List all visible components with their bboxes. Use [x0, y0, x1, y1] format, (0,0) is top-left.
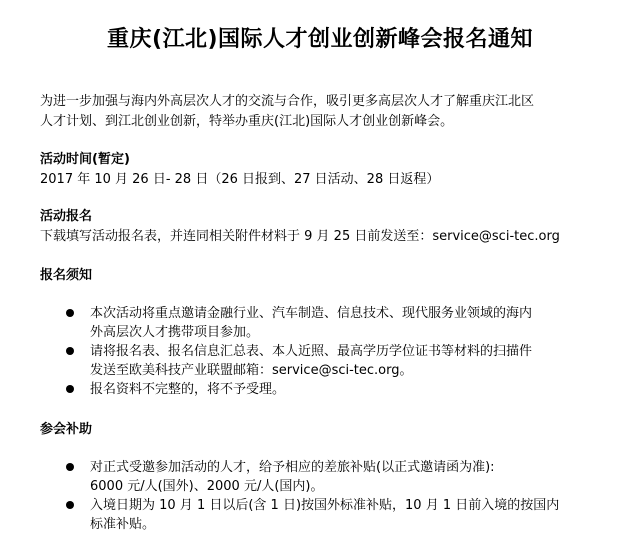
- notice-item-2-line-2: 发送至欧美科技产业联盟邮箱：service@sci-tec.org。: [90, 363, 413, 378]
- subsidy-list: [60, 458, 615, 534]
- notice-item-1-line-1: 本次活动将重点邀请金融行业、汽车制造、信息技术、现代服务业领域的海内: [90, 306, 533, 321]
- subsidy-item-2-line-1: 入境日期为 10 月 1 日以后(含 1 日)按国外标准补贴，10 月 1 日前入境的按国内: [90, 498, 560, 513]
- notice-item-3-line-1: 报名资料不完整的，将不予受理。: [90, 382, 286, 397]
- subsidy-item-1-line-1: 对正式受邀参加活动的人才，给予相应的差旅补贴(以正式邀请函为准):: [90, 460, 495, 475]
- subsidy-heading: 参会补助: [40, 422, 93, 437]
- signup-heading: 活动报名: [40, 209, 93, 224]
- bullet-icon: [66, 347, 74, 355]
- notice-item-1-line-2: 外高层次人才携带项目参加。: [90, 325, 260, 340]
- intro-line-1: 为进一步加强与海内外高层次人才的交流与合作，吸引更多高层次人才了解重庆江北区: [40, 94, 535, 109]
- notice-heading: 报名须知: [40, 268, 93, 283]
- time-text: 2017 年 10 月 26 日- 28 日（26 日报到、27 日活动、28 日返程）: [40, 172, 440, 187]
- signup-text: 下载填写活动报名表，并连同相关附件材料于 9 月 25 日前发送至：service@sci-tec.org: [40, 229, 560, 244]
- page-title: 重庆(江北)国际人才创业创新峰会报名通知: [106, 27, 534, 52]
- time-heading: 活动时间(暂定): [40, 152, 130, 167]
- bullet-icon: [66, 501, 74, 509]
- subsidy-item-2-line-2: 标准补贴。: [90, 517, 156, 532]
- list-item: [60, 458, 615, 496]
- intro-line-2: 人才计划、到江北创业创新，特举办重庆(江北)国际人才创业创新峰会。: [40, 114, 454, 129]
- list-item: [60, 496, 615, 534]
- notice-item-2-line-1: 请将报名表、报名信息汇总表、本人近照、最高学历学位证书等材料的扫描件: [90, 344, 533, 359]
- list-item: [60, 380, 615, 399]
- list-item: [60, 342, 615, 380]
- bullet-icon: [66, 463, 74, 471]
- notice-list: [60, 304, 615, 399]
- bullet-icon: [66, 309, 74, 317]
- bullet-icon: [66, 385, 74, 393]
- list-item: [60, 304, 615, 342]
- subsidy-item-1-line-2: 6000 元/人(国外)、2000 元/人(国内)。: [90, 479, 324, 494]
- intro-paragraph: [40, 92, 610, 132]
